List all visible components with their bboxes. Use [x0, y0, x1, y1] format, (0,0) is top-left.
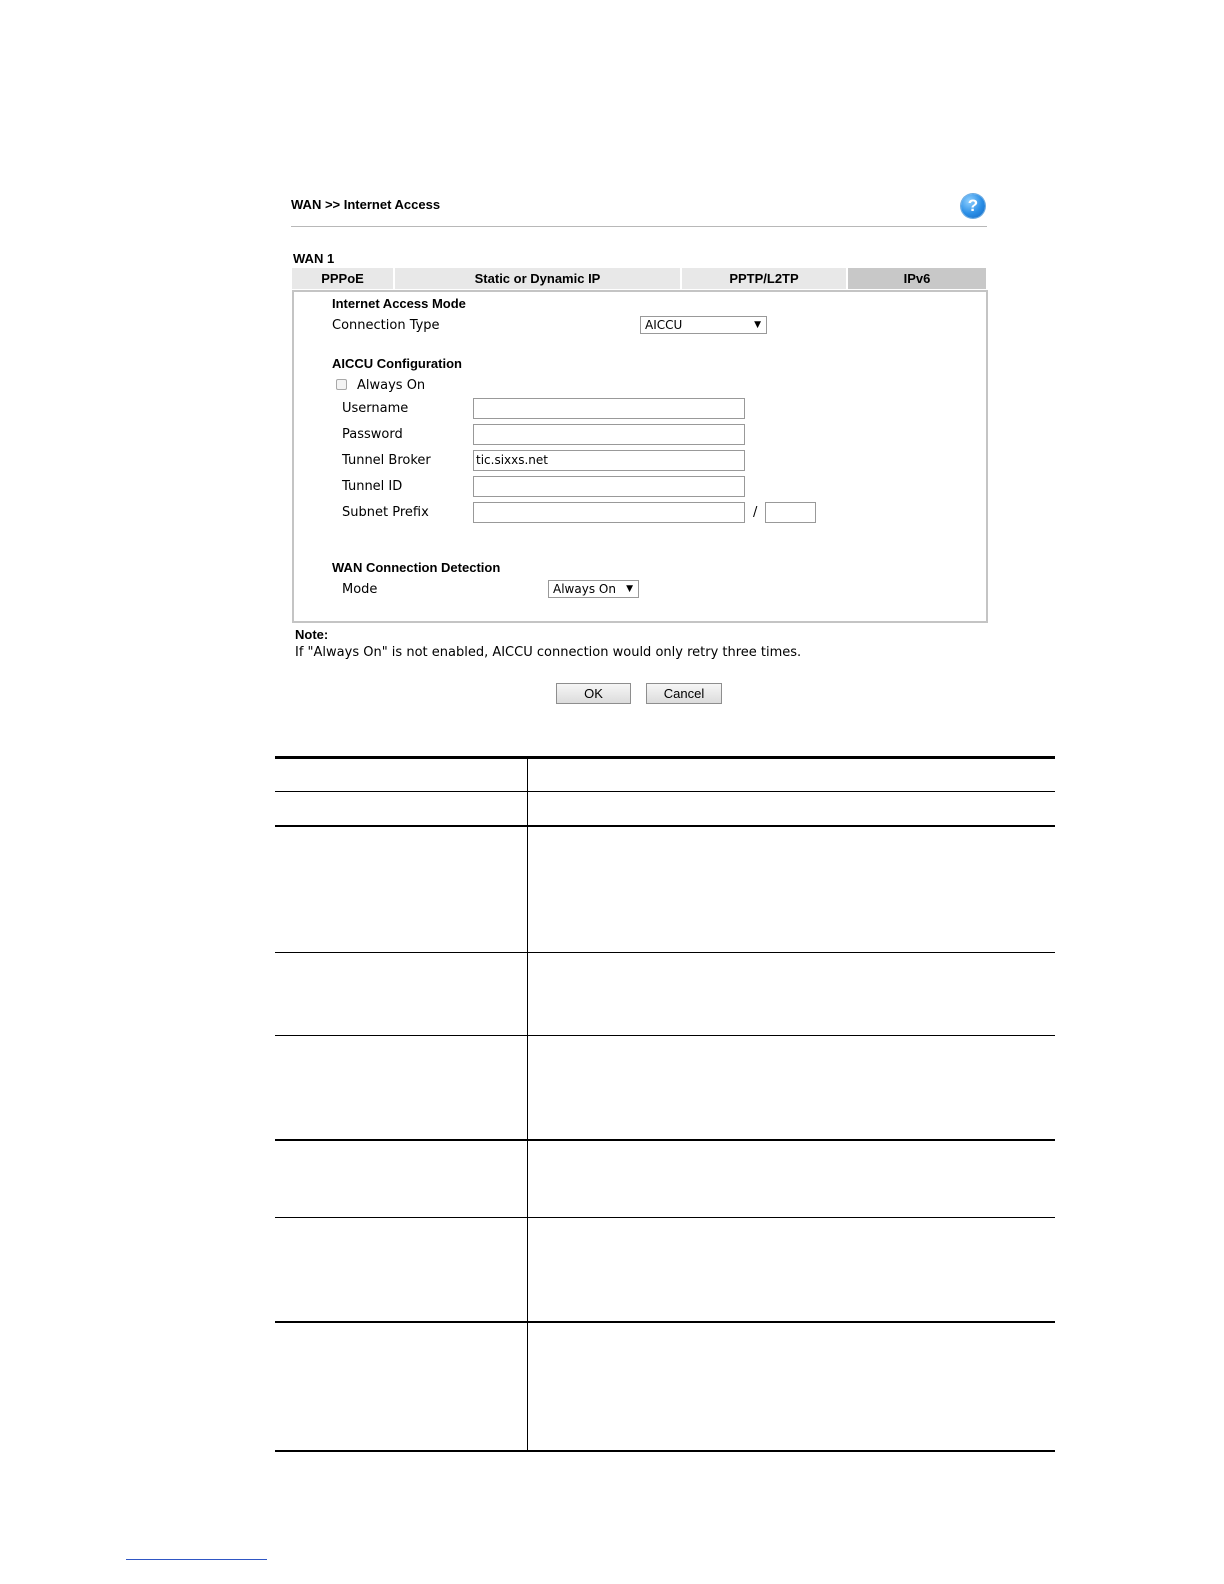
- header-divider: [291, 226, 987, 227]
- table-row-rule: [275, 791, 1055, 792]
- footer-link-underline[interactable]: [126, 1559, 267, 1560]
- cancel-button[interactable]: Cancel: [646, 683, 722, 704]
- username-label: Username: [342, 401, 409, 416]
- table-row-rule: [275, 1217, 1055, 1218]
- connection-type-value: AICCU: [645, 318, 683, 332]
- tunnel-broker-label: Tunnel Broker: [342, 453, 431, 468]
- note-text: If "Always On" is not enabled, AICCU connection would only retry three times.: [295, 645, 802, 660]
- subnet-prefix-input[interactable]: [473, 502, 745, 523]
- connection-type-select[interactable]: [640, 316, 767, 334]
- table-column-divider: [527, 758, 528, 1452]
- tunnel-id-label: Tunnel ID: [342, 479, 403, 494]
- mode-value: Always On: [553, 582, 616, 596]
- table-bottom-rule: [275, 1450, 1055, 1452]
- wan-label: WAN 1: [293, 251, 335, 266]
- tab-bar: [292, 268, 986, 289]
- note-heading: Note:: [295, 627, 329, 642]
- prefix-length-input[interactable]: [765, 502, 816, 523]
- tunnel-broker-input[interactable]: tic.sixxs.net: [473, 450, 745, 471]
- tunnel-id-input[interactable]: [473, 476, 745, 497]
- table-top-rule: [275, 756, 1055, 759]
- tab-pppoe[interactable]: PPPoE: [292, 268, 395, 289]
- table-row-rule: [275, 825, 1055, 827]
- username-input[interactable]: [473, 398, 745, 419]
- always-on-checkbox[interactable]: [336, 379, 347, 390]
- tab-pptp-l2tp[interactable]: PPTP/L2TP: [682, 268, 848, 289]
- ok-button[interactable]: OK: [556, 683, 631, 704]
- prefix-slash: /: [753, 505, 758, 520]
- tab-ipv6[interactable]: IPv6: [848, 268, 986, 289]
- dropdown-arrow-icon: ▼: [626, 584, 633, 594]
- always-on-label: Always On: [357, 378, 426, 393]
- aiccu-configuration-heading: AICCU Configuration: [332, 356, 462, 371]
- page-title: WAN >> Internet Access: [291, 197, 441, 212]
- password-label: Password: [342, 427, 403, 442]
- table-row-rule: [275, 952, 1055, 953]
- dropdown-arrow-icon: ▼: [754, 320, 761, 330]
- internet-access-mode-heading: Internet Access Mode: [332, 296, 466, 311]
- password-input[interactable]: [473, 424, 745, 445]
- mode-select[interactable]: [548, 580, 639, 598]
- wan-connection-detection-heading: WAN Connection Detection: [332, 560, 501, 575]
- help-icon[interactable]: ?: [961, 194, 985, 218]
- mode-label: Mode: [342, 582, 378, 597]
- subnet-prefix-label: Subnet Prefix: [342, 505, 429, 520]
- table-row-rule: [275, 1321, 1055, 1323]
- table-row-rule: [275, 1035, 1055, 1036]
- table-row-rule: [275, 1139, 1055, 1141]
- tab-static-dynamic-ip[interactable]: Static or Dynamic IP: [395, 268, 682, 289]
- connection-type-label: Connection Type: [332, 318, 440, 333]
